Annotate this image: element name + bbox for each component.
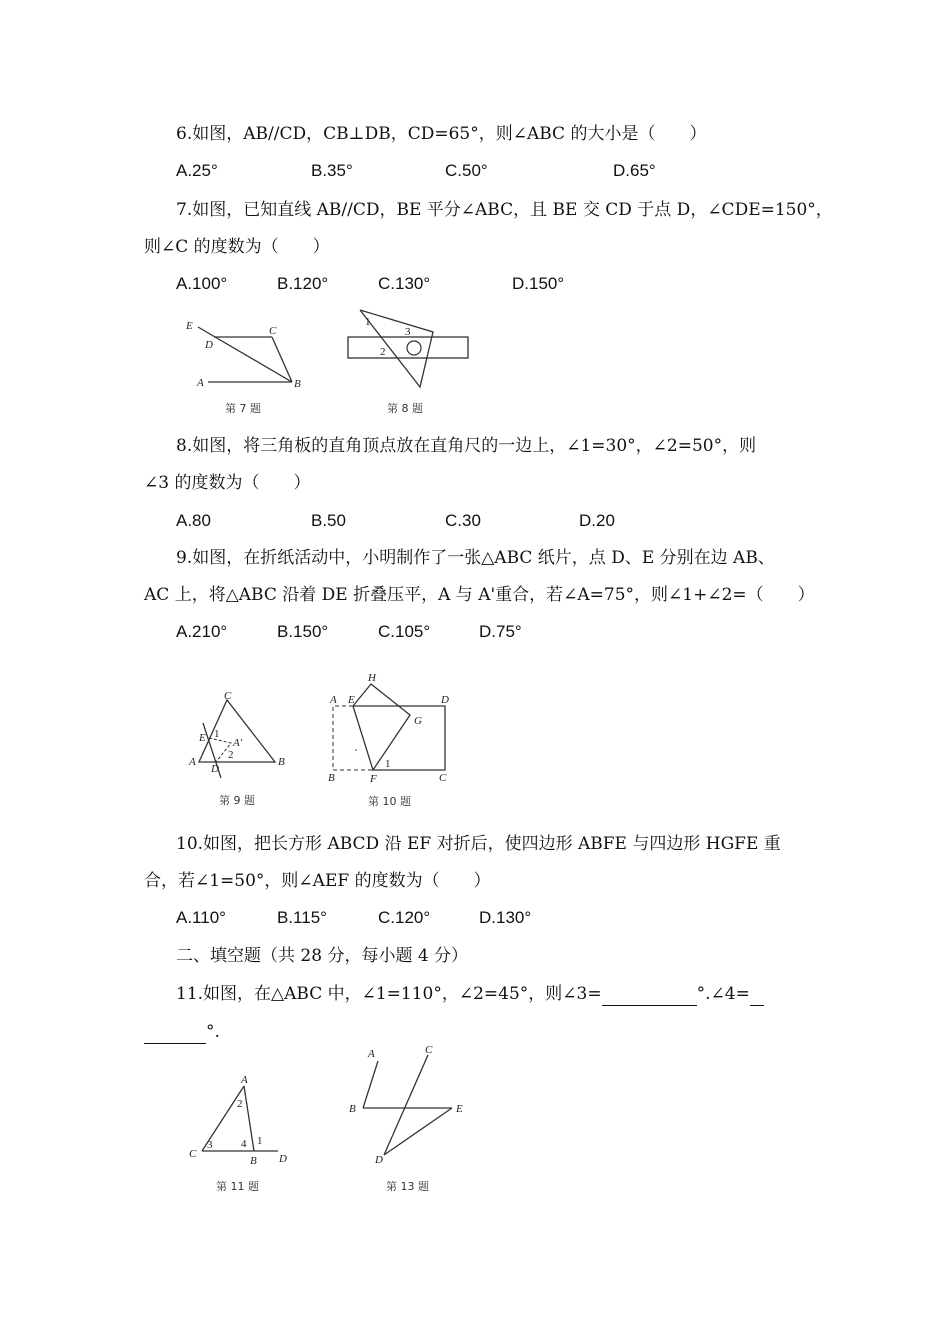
fig9-label-e: E (199, 732, 206, 744)
q9-option-c[interactable]: C.105° (378, 622, 431, 641)
fig11-label-2: 2 (237, 1098, 243, 1110)
q11-stem-a: 11.如图，在△ABC 中，∠1=110°，∠2=45°，则∠3= (176, 984, 602, 1004)
q10-option-a[interactable]: A.110° (176, 908, 226, 927)
q8-option-c[interactable]: C.30 (445, 511, 481, 530)
q9-option-d[interactable]: D.75° (479, 622, 522, 641)
figure-13 (340, 1045, 485, 1200)
q11-stem-b: °.∠4= (696, 984, 750, 1004)
q6-stem: 6.如图，AB//CD，CB⊥DB，CD=65°，则∠ABC 的大小是（ ） (176, 124, 707, 144)
fig13-label-b: B (349, 1103, 356, 1115)
fig8-label-2: 2 (380, 346, 386, 358)
fig10-label-g: G (414, 715, 422, 727)
q9-option-b[interactable]: B.150° (277, 622, 329, 641)
q6-option-d[interactable]: D.65° (613, 161, 656, 180)
section-2-heading: 二、填空题（共 28 分，每小题 4 分） (176, 946, 469, 966)
q8-option-d[interactable]: D.20 (579, 511, 615, 530)
q10-option-b[interactable]: B.115° (277, 908, 327, 927)
fig9-label-c: C (224, 690, 232, 702)
figure-7 (180, 312, 315, 422)
fig9-label-b: B (278, 756, 285, 768)
fig10-label-e: E (348, 694, 355, 706)
fig10-label-c: C (439, 772, 447, 784)
fig7-label-c: C (269, 325, 277, 337)
fig9-label-1: 1 (214, 728, 220, 740)
fig13-label-c: C (425, 1044, 433, 1056)
q11-stem-line2 (0, 1020, 950, 1044)
q8-stem-line2: ∠3 的度数为（ ） (144, 473, 311, 493)
fig8-caption: 第 8 题 (387, 402, 423, 415)
fig7-label-a: A (197, 377, 204, 389)
figure-9 (185, 688, 295, 813)
fig9-label-a-prime: A' (233, 737, 243, 749)
fig13-label-e: E (456, 1103, 463, 1115)
q8-stem-line1: 8.如图，将三角板的直角顶点放在直角尺的一边上，∠1=30°，∠2=50°，则 (176, 436, 757, 456)
fig7-caption: 第 7 题 (225, 402, 261, 415)
fig10-label-h: H (368, 672, 376, 684)
q10-stem-line1: 10.如图，把长方形 ABCD 沿 EF 对折后，使四边形 ABFE 与四边形 HGFE 重 (176, 834, 781, 854)
fig7-label-e: E (186, 320, 193, 332)
fig10-label-d: D (441, 694, 449, 706)
q9-option-a[interactable]: A.210° (176, 622, 228, 641)
q7-option-d[interactable]: D.150° (512, 274, 565, 293)
q10-stem-line2: 合，若∠1=50°，则∠AEF 的度数为（ ） (144, 871, 491, 891)
fig9-label-2: 2 (228, 749, 234, 761)
fig8-label-3: 3 (405, 326, 411, 338)
q6-option-b[interactable]: B.35° (311, 161, 353, 180)
q11-stem (0, 982, 950, 1006)
q7-option-a[interactable]: A.100° (176, 274, 228, 293)
fig13-label-a: A (368, 1048, 375, 1060)
figure-11 (180, 1070, 300, 1200)
q7-option-b[interactable]: B.120° (277, 274, 329, 293)
fig10-label-a: A (330, 694, 337, 706)
q7-stem-line2: 则∠C 的度数为（ ） (144, 237, 330, 257)
fig7-label-d: D (205, 339, 213, 351)
fig10-label-1: 1 (385, 758, 391, 770)
fig8-label-1: 1 (365, 316, 371, 328)
fig13-label-d: D (375, 1154, 383, 1166)
fig10-label-f: F (370, 773, 377, 785)
q10-option-c[interactable]: C.120° (378, 908, 431, 927)
fig11-label-a: A (241, 1074, 248, 1086)
q8-option-b[interactable]: B.50 (311, 511, 346, 530)
fig11-caption: 第 11 题 (216, 1180, 259, 1193)
fig7-label-b: B (294, 378, 301, 390)
q6-option-c[interactable]: C.50° (445, 161, 488, 180)
q9-stem-line1: 9.如图，在折纸活动中，小明制作了一张△ABC 纸片，点 D、E 分别在边 AB、 (176, 548, 775, 568)
fig11-label-c: C (189, 1148, 197, 1160)
q7-stem-line1: 7.如图，已知直线 AB//CD，BE 平分∠ABC，且 BE 交 CD 于点 D，∠CDE=150°， (176, 200, 833, 220)
fig11-label-3: 3 (207, 1139, 213, 1151)
fig11-label-4: 4 (241, 1138, 247, 1150)
figure-10 (325, 670, 455, 813)
fig10-label-b: B (328, 772, 335, 784)
fig11-label-d: D (279, 1153, 287, 1165)
fig9-label-a: A (189, 756, 196, 768)
q7-option-c[interactable]: C.130° (378, 274, 431, 293)
q10-option-d[interactable]: D.130° (479, 908, 532, 927)
fig11-label-b: B (250, 1155, 257, 1167)
q11-blank-angle4-part2[interactable] (144, 1025, 206, 1044)
fig9-label-d: D (211, 763, 219, 775)
q9-stem-line2: AC 上，将△ABC 沿着 DE 折叠压平，A 与 A'重合，若∠A=75°，则∠1+∠2=（ ） (144, 585, 815, 605)
q11-stem-c: °. (206, 1022, 220, 1042)
fig13-caption: 第 13 题 (386, 1180, 429, 1193)
fig11-label-1: 1 (257, 1135, 263, 1147)
q8-option-a[interactable]: A.80 (176, 511, 211, 530)
q11-blank-angle4-part1[interactable] (750, 987, 764, 1006)
q11-blank-angle3[interactable] (602, 987, 697, 1006)
fig9-caption: 第 9 题 (219, 794, 255, 807)
figure-8 (345, 305, 475, 422)
q6-option-a[interactable]: A.25° (176, 161, 218, 180)
fig10-caption: 第 10 题 (368, 795, 411, 808)
